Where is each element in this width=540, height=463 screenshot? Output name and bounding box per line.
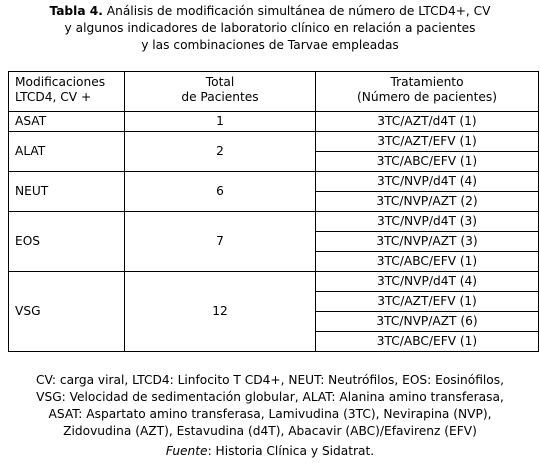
treatment-cell: 3TC/NVP/AZT (6) xyxy=(316,312,539,332)
table-row xyxy=(9,272,539,292)
treatment-cell: 3TC/NVP/d4T (4) xyxy=(316,172,539,192)
treatment-cell: 3TC/AZT/EFV (1) xyxy=(316,292,539,312)
treatment-cell: 3TC/ABC/EFV (1) xyxy=(316,152,539,172)
results-table xyxy=(8,71,539,352)
title-line-2: y algunos indicadores de laboratorio clínico en relación a pacientes xyxy=(64,21,476,35)
footnote-line-2: VSG: Velocidad de sedimentación globular, ALAT: Alanina amino transferasa, xyxy=(36,390,504,404)
header-row xyxy=(9,72,539,112)
table-title xyxy=(0,3,540,54)
group-name: ASAT xyxy=(9,112,125,132)
header-tratamiento-line-1: Tratamiento xyxy=(390,75,464,89)
treatment-cell: 3TC/NVP/d4T (3) xyxy=(316,212,539,232)
group-total: 6 xyxy=(125,172,316,212)
footnote xyxy=(0,372,540,440)
title-text-1: Análisis de modificación simultánea de número de LTCD4+, CV xyxy=(106,4,491,18)
group-total: 12 xyxy=(125,272,316,352)
header-modificaciones-line-2: LTCD4, CV + xyxy=(15,90,92,104)
title-label: Tabla 4. xyxy=(49,4,103,18)
group-total: 1 xyxy=(125,112,316,132)
group-name: EOS xyxy=(9,212,125,272)
group-total: 7 xyxy=(125,212,316,272)
treatment-cell: 3TC/ABC/EFV (1) xyxy=(316,252,539,272)
group-name: NEUT xyxy=(9,172,125,212)
treatment-cell: 3TC/NVP/AZT (2) xyxy=(316,192,539,212)
footnote-line-1: CV: carga viral, LTCD4: Linfocito T CD4+, NEUT: Neutrófilos, EOS: Eosinófilos, xyxy=(36,373,504,387)
header-tratamiento xyxy=(316,72,539,112)
treatment-cell: 3TC/ABC/EFV (1) xyxy=(316,332,539,352)
table-row xyxy=(9,132,539,152)
header-modificaciones-line-1: Modificaciones xyxy=(15,75,106,89)
treatment-cell: 3TC/AZT/EFV (1) xyxy=(316,132,539,152)
title-line-1 xyxy=(0,3,540,20)
footnote-line-3: ASAT: Aspartato amino transferasa, Lamivudina (3TC), Nevirapina (NVP), xyxy=(48,407,492,421)
group-name: ALAT xyxy=(9,132,125,172)
treatment-cell: 3TC/AZT/d4T (1) xyxy=(316,112,539,132)
footnote-line-4: Zidovudina (AZT), Estavudina (d4T), Abacavir (ABC)/Efavirenz (EFV) xyxy=(63,424,477,438)
header-total-line-2: de Pacientes xyxy=(181,90,259,104)
group-name: VSG xyxy=(9,272,125,352)
treatment-cell: 3TC/NVP/d4T (4) xyxy=(316,272,539,292)
treatment-cell: 3TC/NVP/AZT (3) xyxy=(316,232,539,252)
source-text: : Historia Clínica y Sidatrat. xyxy=(207,444,375,458)
header-tratamiento-line-2: (Número de pacientes) xyxy=(356,90,498,104)
table-row xyxy=(9,112,539,132)
header-total xyxy=(125,72,316,112)
source-label: Fuente xyxy=(165,444,208,458)
header-modificaciones xyxy=(9,72,125,112)
title-line-3: y las combinaciones de Tarvae empleadas xyxy=(141,38,399,52)
source-note xyxy=(0,443,540,460)
table-row xyxy=(9,172,539,192)
group-total: 2 xyxy=(125,132,316,172)
table-row xyxy=(9,212,539,232)
header-total-line-1: Total xyxy=(205,75,235,89)
